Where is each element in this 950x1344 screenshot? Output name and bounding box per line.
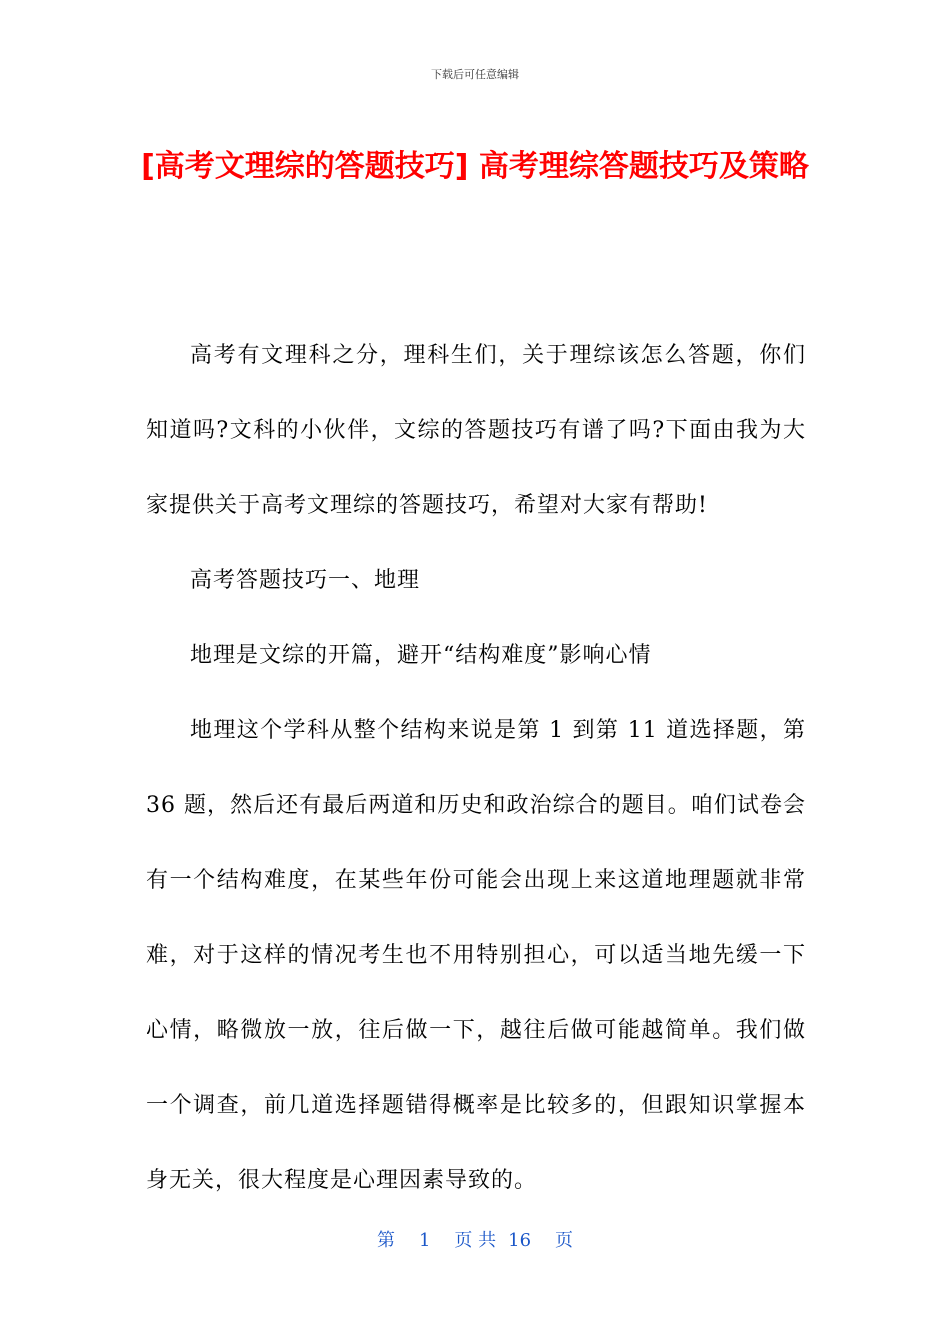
- paragraph-section-heading: 高考答题技巧一、地理: [190, 568, 421, 593]
- page-title: [高考文理综的答题技巧] 高考理综答题技巧及策略: [141, 149, 809, 184]
- paragraph-geography: 地理这个学科从整个结构来说是第 1 到第 11 道选择题，第 36 题，然后还有最后两道和历史和政治综合的题目。咱们试卷会有一个结构难度，在某些年份可能会出现上来这道地理题就非常难，对于这样的情况考生也不用特别担心，可以适当地先缓一下心情，略微放一放，往后做一下，越往后做可能越简单。我们做一个调查，前几道选择题错得概率是比较多的，但跟知识掌握本身无关，很大程度是心理因素导致的。: [146, 718, 806, 1193]
- header-note: 下载后可任意编辑: [431, 68, 519, 81]
- footer-page-suffix: 页: [555, 1230, 574, 1251]
- paragraph-intro: 高考有文理科之分，理科生们，关于理综该怎么答题，你们知道吗?文科的小伙伴，文综的答题技巧有谱了吗?下面由我为大家提供关于高考文理综的答题技巧，希望对大家有帮助!: [146, 343, 806, 518]
- footer-page-middle: 页 共: [454, 1230, 497, 1251]
- article-body: [146, 318, 806, 1218]
- footer-page-number: 1: [418, 1230, 431, 1251]
- footer-total-pages: 16: [508, 1230, 532, 1251]
- paragraph-subheading: 地理是文综的开篇，避开“结构难度”影响心情: [190, 643, 652, 668]
- footer-page-prefix: 第: [376, 1230, 395, 1251]
- page-footer: [0, 1226, 950, 1252]
